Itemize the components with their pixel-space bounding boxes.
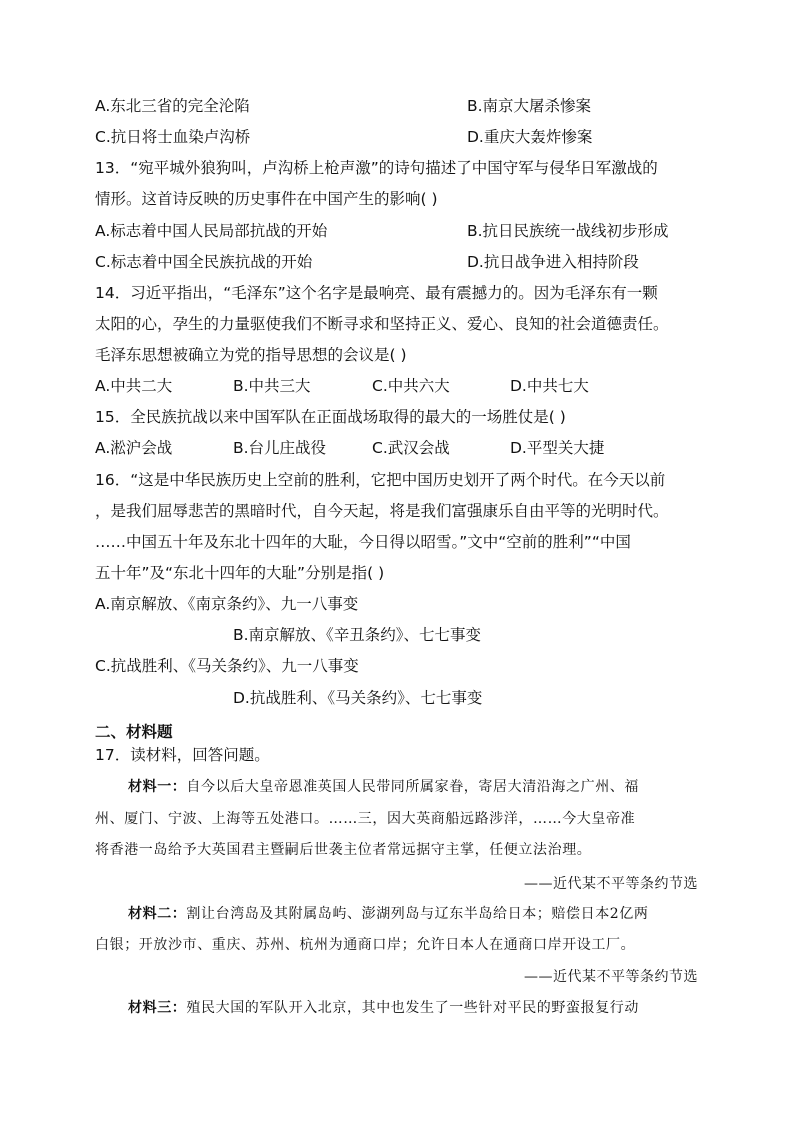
q12-option-c[interactable]: C.抗日将士血染卢沟桥 — [95, 128, 251, 146]
material-2-source: ——近代某不平等条约节选 — [524, 969, 698, 985]
q16-stem-line-2: ，是我们屈辱悲苦的黑暗时代，自今天起，将是我们富强康乐自由平等的光明时代。 — [95, 502, 669, 520]
material-2-line-1 — [128, 904, 649, 924]
material-1-source: ——近代某不平等条约节选 — [524, 876, 698, 892]
q16-stem-line-3: ……中国五十年及东北十四年的大耻，今日得以昭雪。”文中“空前的胜利”“中国 — [95, 533, 631, 551]
material-1-text-1: 自今以后大皇帝恩准英国人民带同所属家眷，寄居大清沿海之广州、福 — [186, 779, 640, 795]
q13-option-b[interactable]: B.抗日民族统一战线初步形成 — [467, 222, 669, 240]
q14-stem-line-1: 14．习近平指出，“毛泽东”这个名字是最响亮、最有震撼力的。因为毛泽东有一颗 — [95, 284, 658, 302]
material-1-line-3: 将香港一岛给予大英国君主暨嗣后世袭主位者常远据守主掌，任便立法治理。 — [95, 842, 592, 858]
q14-stem-line-2: 太阳的心，孕生的力量驱使我们不断寻求和坚持正义、爱心、良知的社会道德责任。 — [95, 315, 669, 333]
section-heading: 二、材料题 — [95, 723, 173, 741]
material-1-label: 材料一： — [128, 779, 187, 795]
q12-option-d[interactable]: D.重庆大轰炸惨案 — [467, 128, 593, 146]
q16-option-b[interactable]: B.南京解放、《辛丑条约》、七七事变 — [233, 626, 482, 644]
material-3-line-1 — [128, 998, 639, 1018]
q16-option-a[interactable]: A.南京解放、《南京条约》、九一八事变 — [95, 595, 359, 613]
material-3-text-1: 殖民大国的军队开入北京，其中也发生了一些针对平民的野蛮报复行动 — [186, 1000, 640, 1016]
q15-option-c[interactable]: C.武汉会战 — [372, 439, 450, 457]
q14-option-c[interactable]: C.中共六大 — [372, 377, 450, 395]
q14-option-d[interactable]: D.中共七大 — [510, 377, 589, 395]
q13-option-c[interactable]: C.标志着中国全民族抗战的开始 — [95, 253, 313, 271]
q15-option-a[interactable]: A.淞沪会战 — [95, 439, 173, 457]
q13-option-a[interactable]: A.标志着中国人民局部抗战的开始 — [95, 222, 328, 240]
q16-option-d[interactable]: D.抗战胜利、《马关条约》、七七事变 — [233, 689, 483, 707]
q14-option-b[interactable]: B.中共三大 — [233, 377, 311, 395]
q12-options-row-2 — [95, 127, 593, 147]
q13-stem-line-2: 情形。这首诗反映的历史事件在中国产生的影响( ) — [95, 190, 438, 208]
material-2-text-1: 割让台湾岛及其附属岛屿、澎湖列岛与辽东半岛给日本；赔偿日本2亿两 — [186, 906, 649, 922]
q13-option-d[interactable]: D.抗日战争进入相持阶段 — [467, 253, 639, 271]
material-1-line-1 — [128, 777, 639, 797]
q12-option-a[interactable]: A.东北三省的完全沦陷 — [95, 97, 250, 115]
q15-stem-line-1: 15．全民族抗战以来中国军队在正面战场取得的最大的一场胜仗是( ) — [95, 408, 566, 426]
q14-option-a[interactable]: A.中共二大 — [95, 377, 173, 395]
q16-stem-line-4: 五十年”及“东北十四年的大耻”分别是指( ) — [95, 564, 385, 582]
material-1-line-2: 州、厦门、宁波、上海等五处港口。……三，因大英商船远路涉洋，……今大皇帝准 — [95, 811, 636, 827]
material-2-line-2: 白银；开放沙市、重庆、苏州、杭州为通商口岸；允许日本人在通商口岸开设工厂。 — [95, 937, 636, 953]
q16-option-c[interactable]: C.抗战胜利、《马关条约》、九一八事变 — [95, 657, 359, 675]
q17-prompt: 17．读材料，回答问题。 — [95, 746, 270, 764]
q13-options-row-1 — [95, 221, 669, 241]
q13-stem-line-1: 13．“宛平城外狼狗叫，卢沟桥上枪声激”的诗句描述了中国守军与侵华日军激战的 — [95, 159, 658, 177]
q15-option-d[interactable]: D.平型关大捷 — [510, 439, 605, 457]
q15-option-b[interactable]: B.台儿庄战役 — [233, 439, 327, 457]
q13-options-row-2 — [95, 252, 639, 272]
q14-stem-line-3: 毛泽东思想被确立为党的指导思想的会议是( ) — [95, 346, 407, 364]
q16-stem-line-1: 16．“这是中华民族历史上空前的胜利，它把中国历史划开了两个时代。在今天以前 — [95, 471, 666, 489]
material-3-label: 材料三： — [128, 1000, 187, 1016]
q12-options-row-1 — [95, 96, 592, 116]
material-2-label: 材料二： — [128, 906, 187, 922]
q12-option-b[interactable]: B.南京大屠杀惨案 — [467, 97, 592, 115]
